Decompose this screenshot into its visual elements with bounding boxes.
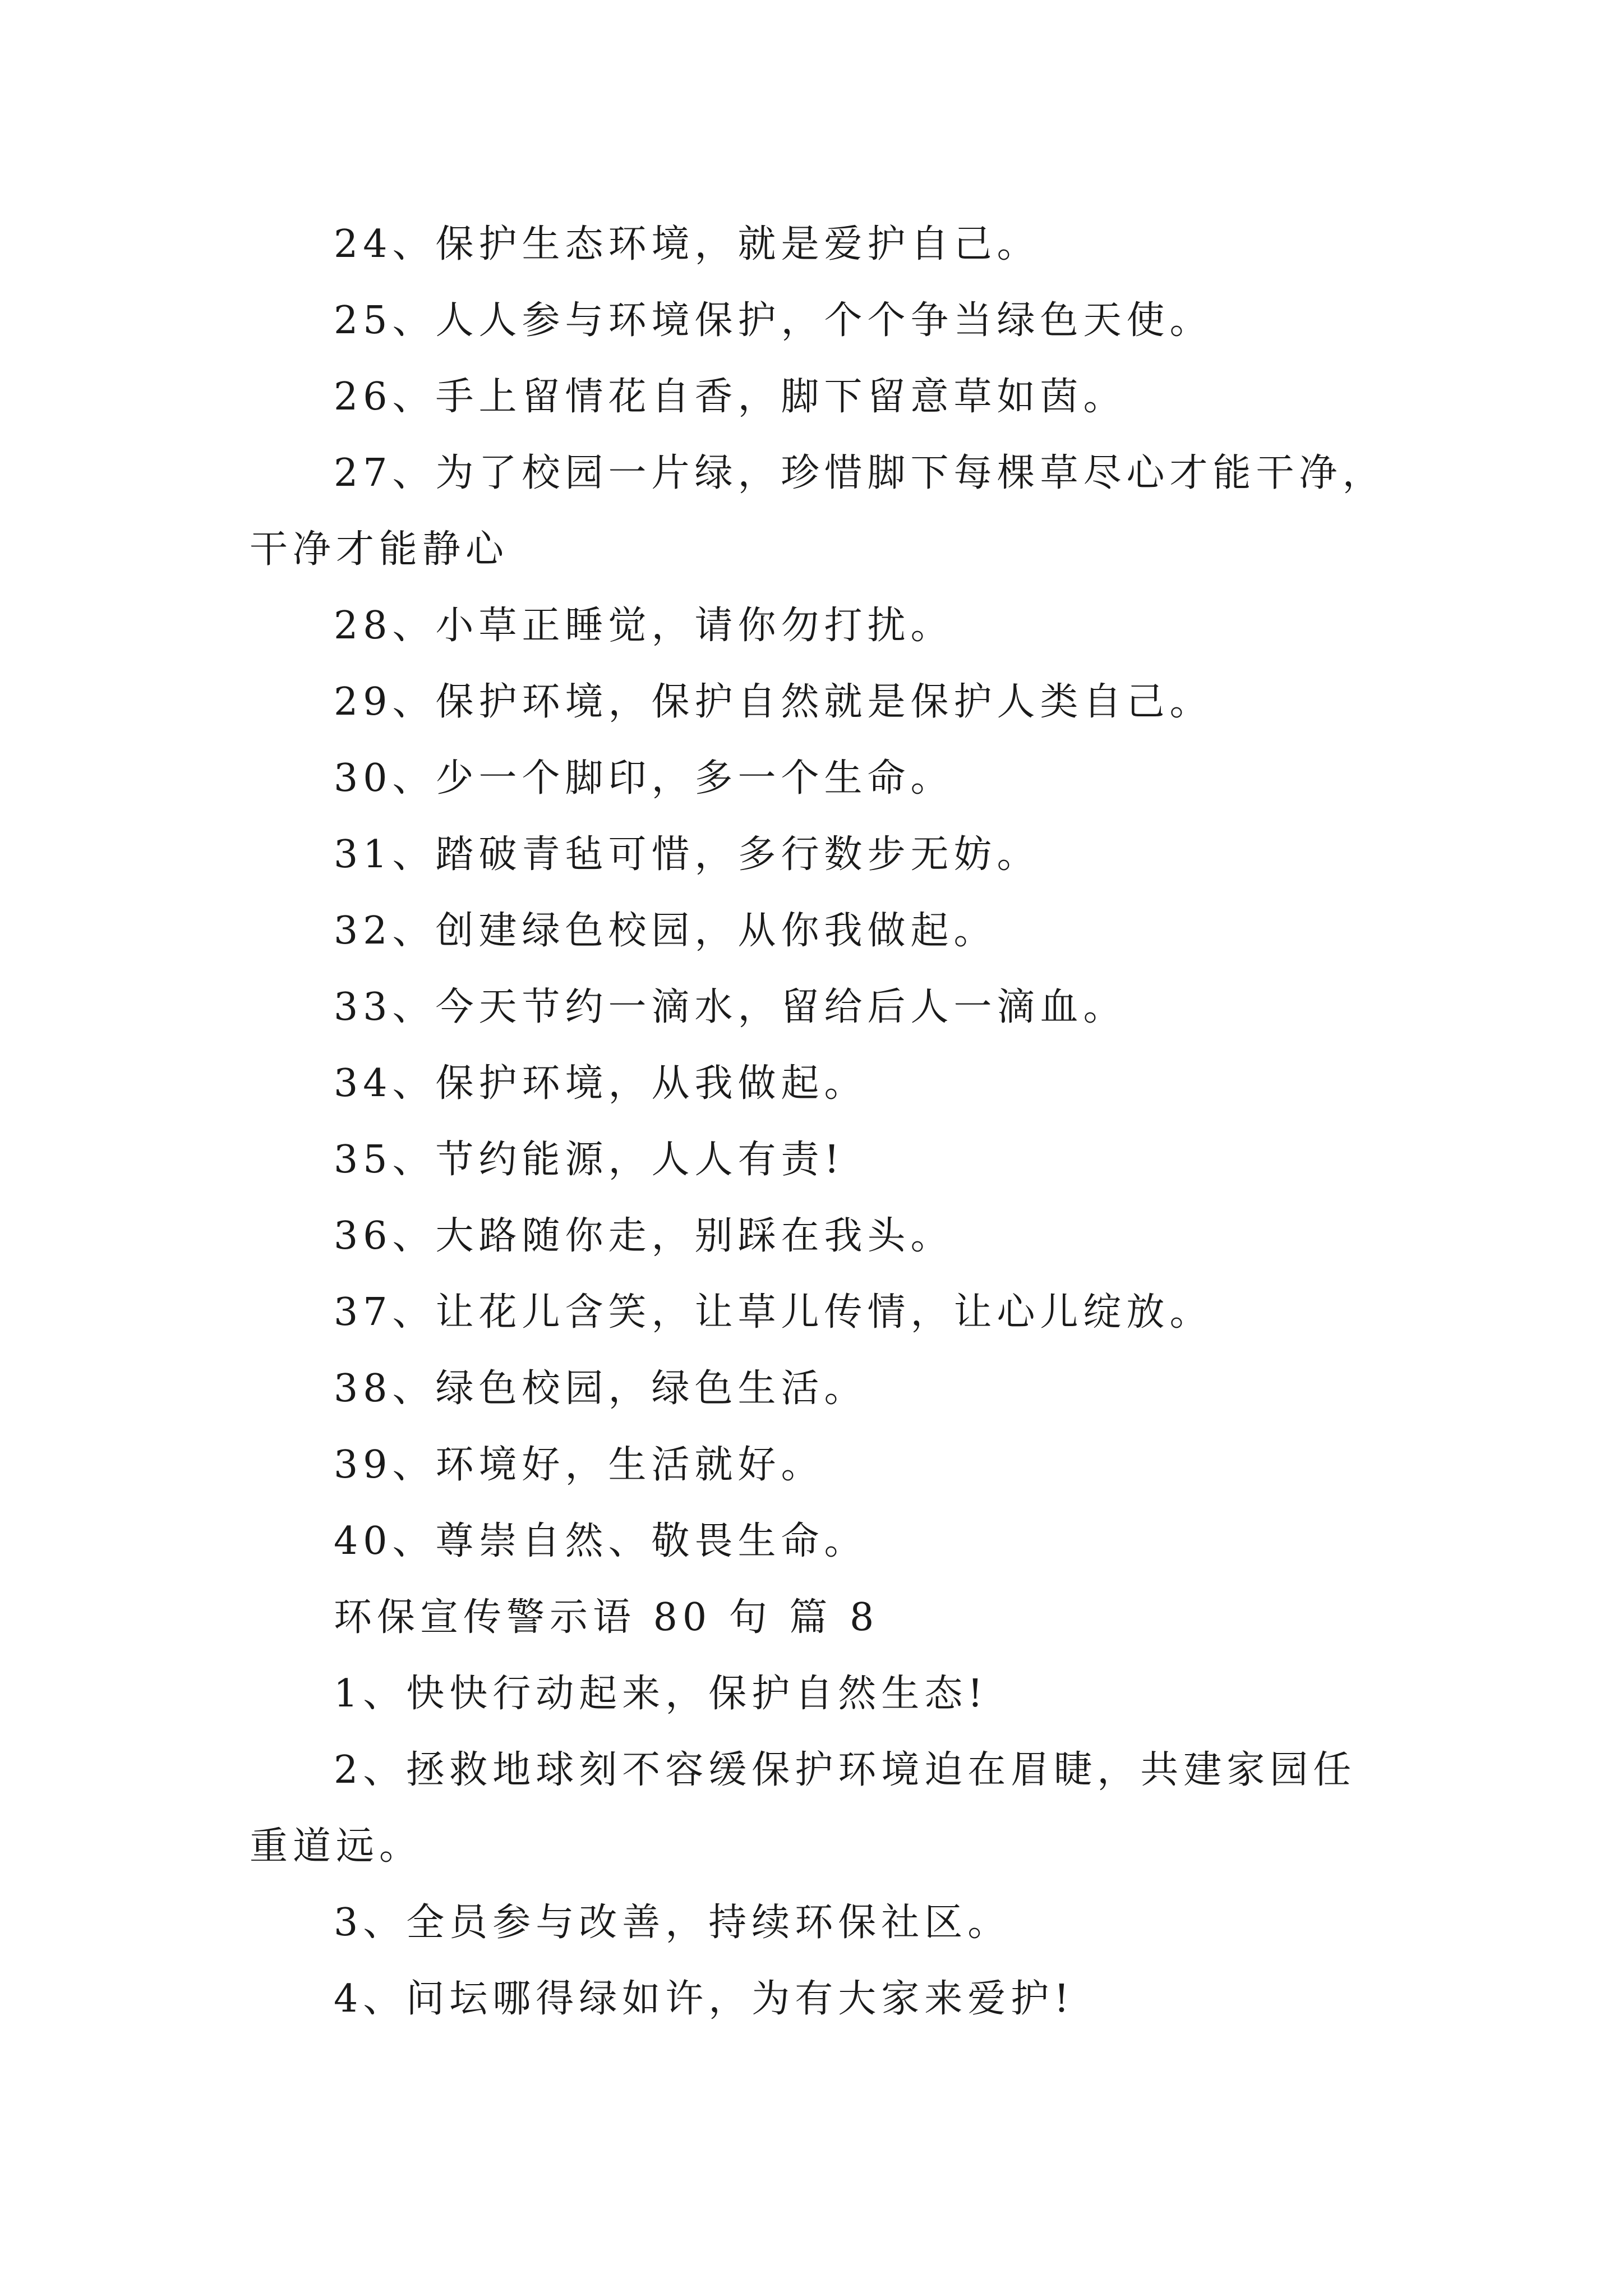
- slogan-25: 25、人人参与环境保护，个个争当绿色天使。: [334, 298, 1213, 343]
- slogan-38: 38、绿色校园，绿色生活。: [334, 1366, 868, 1411]
- slogan-27: 27、为了校园一片绿，珍惜脚下每棵草尽心才能干净，: [334, 451, 1386, 495]
- slogan-35: 35、节约能源，人人有责!: [334, 1138, 845, 1182]
- slogan-2: 2、拯救地球刻不容缓保护环境迫在眉睫，共建家园任: [334, 1748, 1357, 1792]
- slogan-4: 4、问坛哪得绿如许，为有大家来爱护!: [334, 1977, 1075, 2021]
- document-body: [250, 206, 1388, 2037]
- slogan-27-continued: 干净才能静心: [250, 527, 509, 572]
- slogan-29: 29、保护环境，保护自然就是保护人类自己。: [334, 680, 1213, 724]
- slogan-33: 33、今天节约一滴水，留给后人一滴血。: [334, 985, 1127, 1029]
- slogan-40: 40、尊崇自然、敬畏生命。: [334, 1519, 868, 1563]
- section-heading: 环保宣传警示语 80 句 篇 8: [334, 1595, 879, 1640]
- slogan-37: 37、让花儿含笑，让草儿传情，让心儿绽放。: [334, 1290, 1213, 1335]
- slogan-3: 3、全员参与改善，持续环保社区。: [334, 1901, 1011, 1945]
- slogan-36: 36、大路随你走，别踩在我头。: [334, 1214, 954, 1258]
- slogan-30: 30、少一个脚印，多一个生命。: [334, 756, 954, 800]
- slogan-32: 32、创建绿色校园，从你我做起。: [334, 909, 997, 953]
- slogan-1: 1、快快行动起来，保护自然生态!: [334, 1672, 988, 1716]
- slogan-28: 28、小草正睡觉，请你勿打扰。: [334, 604, 954, 648]
- slogan-39: 39、环境好，生活就好。: [334, 1443, 824, 1487]
- slogan-26: 26、手上留情花自香，脚下留意草如茵。: [334, 375, 1127, 419]
- slogan-24: 24、保护生态环境，就是爱护自己。: [334, 222, 1040, 266]
- slogan-2-continued: 重道远。: [250, 1824, 423, 1869]
- slogan-31: 31、踏破青毡可惜，多行数步无妨。: [334, 832, 1040, 877]
- slogan-34: 34、保护环境，从我做起。: [334, 1061, 868, 1106]
